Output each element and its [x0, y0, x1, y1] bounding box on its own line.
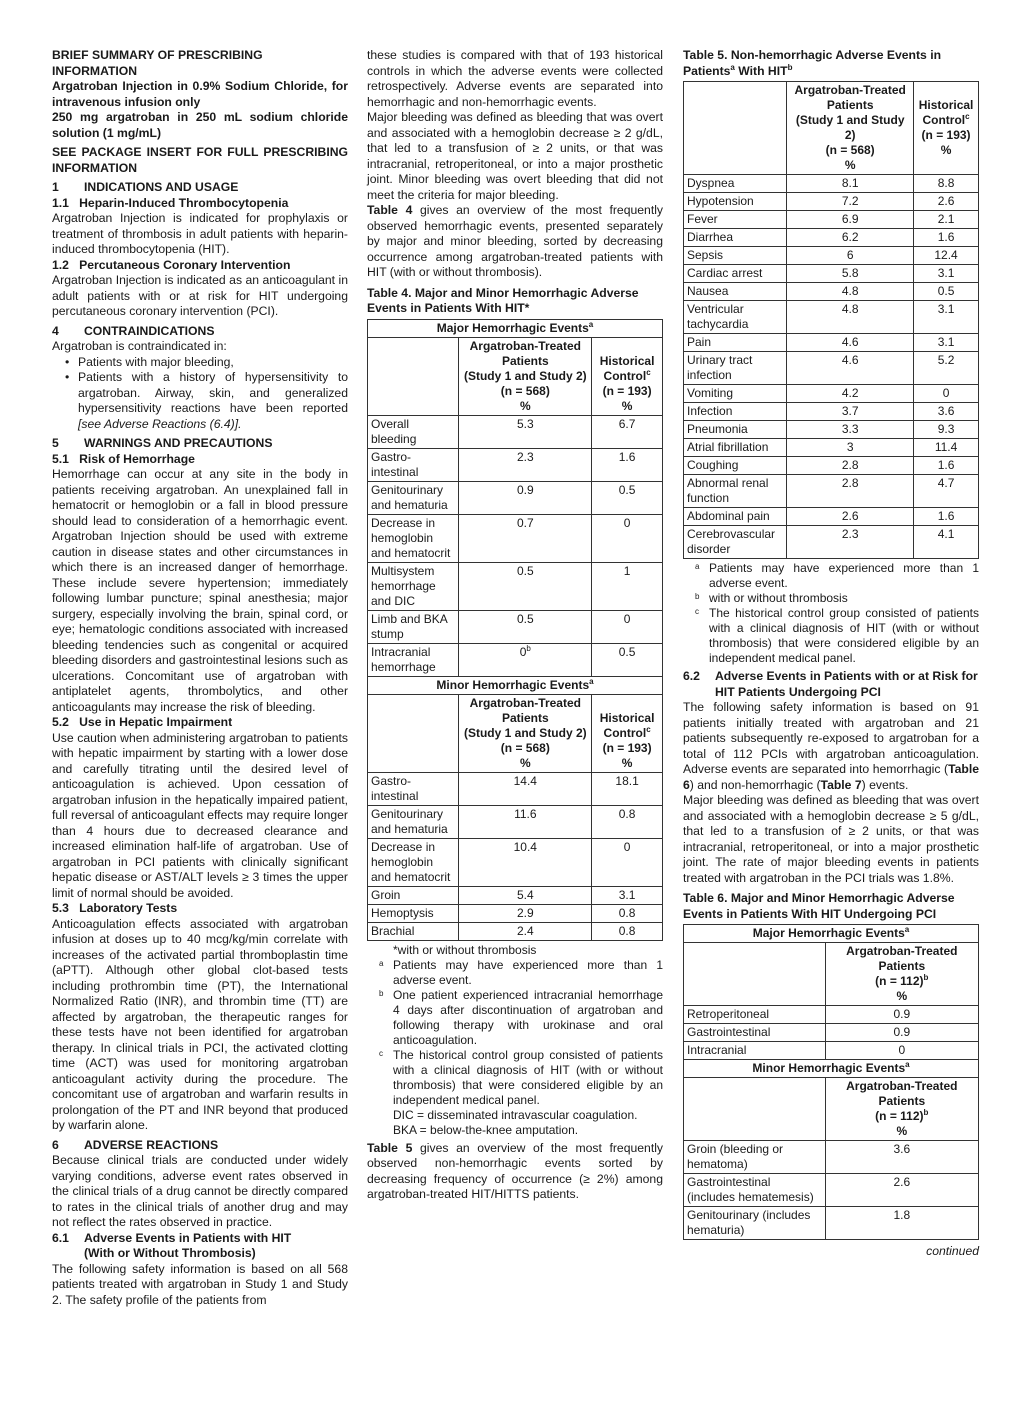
table-row: Coughing 2.8 1.6 [684, 457, 979, 475]
table-4-minor-header: Minor Hemorrhagic Events$^a$ [368, 676, 663, 694]
table-4 [367, 319, 663, 941]
table-6-column-headers [684, 943, 979, 1006]
table-4-column-headers [368, 694, 663, 772]
table-row: Hypotension 7.2 2.6 [684, 193, 979, 211]
argatroban-column-header: Argatroban-Treated Patients (Study 1 and Study 2) (n = 568) % [459, 694, 592, 772]
continued-label: continued [926, 1244, 979, 1258]
footnote-c: c The historical control group consisted of patients with a clinical diagnosis of HIT (with or without thrombosis) that were considered eligible by an independent medical panel. [379, 1047, 663, 1107]
table-5 [683, 81, 979, 559]
table-row: Dyspnea 8.1 8.8 [684, 175, 979, 193]
footnote-a: a Patients may have experienced more than 1 adverse event. [695, 561, 979, 590]
table-row: Urinary tract infection 4.6 5.2 [684, 352, 979, 385]
table-row: Groin 5.4 3.1 [368, 886, 663, 904]
section-6-1-heading: 6.1 Adverse Events in Patients with HIT [52, 1230, 292, 1245]
table-row: Pneumonia 3.3 9.3 [684, 421, 979, 439]
section-5-2-text: Use caution when administering argatroban to patients with hepatic impairment by starting with a lower dose and carefully titrating until the desired level of anticoagulation is achieved. Upon cessation of argatroban infusion in the hepatically impaired patient, full reversal of anticoagulant effects may require longer than 4 hours due to decreased clearance and increased elimination half-life of argatroban. Use of argatroban in PCI patients with clinically significant hepatic disease or AST/ALT levels ≥ 3 times the upper limit of normal should be avoided. [52, 730, 348, 900]
historical-column-header: Historical Control$^c$ (n = 193) % [592, 337, 663, 415]
section-1-1-text: Argatroban Injection is indicated for prophylaxis or treatment of thrombosis in adult patients with heparin-induced thrombocytopenia (HIT). [52, 211, 348, 256]
section-4-heading: 4 CONTRAINDICATIONS [52, 323, 215, 338]
argatroban-column-header: Argatroban-Treated Patients (Study 1 and Study 2) (n = 568) % [787, 82, 914, 175]
table-row: Overall bleeding 5.3 6.7 [368, 415, 663, 448]
table-row: Decrease in hemoglobin and hematocrit 0.7 0 [368, 514, 663, 562]
section-1-1-heading: 1.1 Heparin-Induced Thrombocytopenia [52, 195, 289, 210]
section-4-text: Argatroban is contraindicated in: [52, 339, 227, 353]
table-row: Atrial fibrillation 3 11.4 [684, 439, 979, 457]
section-6-heading: 6 ADVERSE REACTIONS [52, 1137, 219, 1152]
table-row: Abdominal pain 2.6 1.6 [684, 508, 979, 526]
column-3 [683, 48, 979, 1260]
table-row: Cardiac arrest 5.8 3.1 [684, 265, 979, 283]
paragraph-table5-intro: Table 5 gives an overview of the most frequently observed non-hemorrhagic events sorted by decreasing frequency of occurrence (≥ 2%) among argatroban-treated HIT/HITTS patients. [367, 1140, 664, 1201]
paragraph-major-bleeding-definition: Major bleeding was defined as bleeding that was overt and associated with a hemoglobin decrease ≥ 2 g/dL, that led to a transfusion of ≥ 2 units, or that was intracranial, retroperitoneal, or into a major prosthetic joint. Minor bleeding was overt bleeding that did not meet the criteria for major bleeding. [367, 110, 663, 202]
footnote-a: a Patients may have experienced more than 1 adverse event. [379, 957, 663, 987]
table-row: Hemoptysis 2.9 0.8 [368, 904, 663, 922]
brief-summary-title: BRIEF SUMMARY OF PRESCRIBING INFORMATION [52, 48, 263, 78]
contraindication-item: • Patients with a history of hypersensitivity to argatroban. Airway, skin, and generalized hypersensitivity reactions have been reported [see Adverse Reactions (6.4)]. [78, 370, 348, 432]
table-4-column-headers [368, 337, 663, 415]
section-1-2-heading: 1.2 Percutaneous Coronary Intervention [52, 257, 291, 272]
table-row: Gastro-intestinal 14.4 18.1 [368, 772, 663, 805]
table-row: Decrease in hemoglobin and hematocrit 10.4 0 [368, 838, 663, 886]
section-5-1-text: Hemorrhage can occur at any site in the body in patients receiving argatroban. An unexplained fall in hematocrit or hemoglobin or a fall in blood pressure should lead to consideration of a hemorrhagic event. Argatroban Injection should be used with extreme caution in disease states and other circumstances in which there is an increased danger of hemorrhage. These include severe hypertension; immediately following lumbar puncture; spinal anesthesia; major surgery, especially involving the brain, spinal cord, or eye; hematologic conditions associated with increased bleeding tendencies such as congenital or acquired bleeding disorders and gastrointestinal lesions such as ulcerations. Concomitant use of argatroban with antiplatelet agents, thrombolytics, and other anticoagulants may increase the risk of bleeding. [52, 467, 348, 714]
section-6-1-heading-cont: (With or Without Thrombosis) [84, 1246, 256, 1260]
table-row: Gastro-intestinal 2.3 1.6 [368, 448, 663, 481]
table-row: Retroperitoneal 0.9 [684, 1006, 979, 1024]
see-package-insert: SEE PACKAGE INSERT FOR FULL PRESCRIBING INFORMATION [52, 145, 348, 175]
paragraph-table4-intro: Table 4 gives an overview of the most frequently observed hemorrhagic events, presented separately by major and minor bleeding, sorted by decreasing occurrence among argatroban-treated patients with HIT (with or without thrombosis). [367, 203, 664, 279]
section-1-2-text: Argatroban Injection is indicated as an anticoagulant in adult patients with or at risk for HIT undergoing percutaneous coronary intervention (PCI). [52, 273, 348, 318]
section-6-1-text: The following safety information is based on all 568 patients treated with argatroban in Study 1 and Study 2. The safety profile of the patients from [52, 1261, 348, 1307]
section-6-2-text: The following safety information is based on 91 patients initially treated with argatroban and 21 patients subsequently re-exposed to argatroban for a total of 112 PCIs with argatroban anticoagulation. Adverse events are separated into hemorrhagic (Table 6) and non-hemorrhagic (Table 7) events. [683, 700, 979, 792]
footnote-c: c The historical control group consisted of patients with a clinical diagnosis of HIT (with or without thrombosis) that were considered eligible by an independent medical panel. [695, 606, 979, 665]
section-6-2-heading: 6.2 Adverse Events in Patients with or at Risk for HIT Patients Undergoing PCI [683, 669, 978, 699]
footnote-dic: DIC = disseminated intravascular coagulation. [393, 1107, 638, 1122]
section-6-text: Because clinical trials are conducted under widely varying conditions, adverse event rates observed in the clinical trials of a drug cannot be directly compared to rates in the clinical trials of another drug and may not reflect the rates observed in practice. [52, 1153, 348, 1229]
footnote-b: b One patient experienced intracranial hemorrhage 4 days after discontinuation of argatroban and following therapy with urokinase and oral anticoagulation. [379, 987, 663, 1047]
table-row: Intracranial 0 [684, 1042, 979, 1060]
table-row: Genitourinary (includes hematuria) 1.8 [684, 1207, 979, 1240]
table-row: Infection 3.7 3.6 [684, 403, 979, 421]
paragraph-historical-controls: these studies is compared with that of 193 historical controls in which the adverse events were collected retrospectively. Adverse events are separated into hemorrhagic and non-hemorrhagic events. [367, 48, 663, 109]
section-5-3-text: Anticoagulation effects associated with argatroban infusion at doses up to 40 mcg/kg/min correlate with increases of the activated partial thromboplastin time (aPTT). Although other global clot-based tests including prothrombin time (PT), the International Normalized Ratio (INR), and thrombin time (TT) are affected by argatroban, the therapeutic ranges for these tests have not been identified for argatroban therapy. In clinical trials in PCI, the activated clotting time (ACT) was used for monitoring argatroban anticoagulant activity during the procedure. The concomitant use of argatroban and warfarin results in prolongation of the PT and INR beyond that produced by warfarin alone. [52, 916, 348, 1132]
table-6-reference: Table 6 [683, 762, 979, 792]
table-5-reference: Table 5 [367, 1140, 413, 1155]
table-4-reference: Table 4 [367, 203, 413, 217]
footnote-b: b with or without thrombosis [695, 591, 848, 605]
historical-column-header: Historical Control$^c$ (n = 193) % [592, 694, 663, 772]
table-6-minor-header: Minor Hemorrhagic Events$^a$ [684, 1060, 979, 1078]
table-row: Ventricular tachycardia 4.8 3.1 [684, 301, 979, 334]
table-row: Groin (bleeding or hematoma) 3.6 [684, 1141, 979, 1174]
table-row: Abnormal renal function 2.8 4.7 [684, 475, 979, 508]
table-row: Gastrointestinal 0.9 [684, 1024, 979, 1042]
table-6-caption: Table 6. Major and Minor Hemorrhagic Adverse Events in Patients With HIT Undergoing PCI [683, 891, 955, 921]
table-row: Gastrointestinal (includes hematemesis) 2.6 [684, 1174, 979, 1207]
section-5-3-heading: 5.3 Laboratory Tests [52, 901, 178, 915]
table-row: Multisystem hemorrhage and DIC 0.5 1 [368, 562, 663, 610]
footnote-star: *with or without thrombosis [393, 942, 537, 957]
table-4-major-header: Major Hemorrhagic Events$^a$ [368, 319, 663, 337]
table-row: Limb and BKA stump 0.5 0 [368, 610, 663, 643]
column-2 [367, 48, 663, 1203]
table-row: Brachial 2.4 0.8 [368, 922, 663, 940]
table-row: Genitourinary and hematuria 0.9 0.5 [368, 481, 663, 514]
argatroban-column-header: Argatroban-Treated Patients (Study 1 and Study 2) (n = 568) % [459, 337, 592, 415]
table-6-column-headers [684, 1078, 979, 1141]
section-6-2-text-2: Major bleeding was defined as bleeding that was overt and associated with a hemoglobin decrease ≥ 5 g/dL, that led to a transfusion of ≥ 2 units, or that was intracranial, retroperitoneal, or into a major prosthetic joint. The rate of major bleeding events in patients treated with argatroban in the PCI trials was 1.8%. [683, 793, 979, 885]
table-5-column-headers [684, 82, 979, 175]
table-row: Pain 4.6 3.1 [684, 334, 979, 352]
footnote-bka: BKA = below-the-knee amputation. [393, 1122, 579, 1137]
table-4-caption: Table 4. Major and Minor Hemorrhagic Adverse Events in Patients With HIT* [367, 285, 639, 315]
section-5-2-heading: 5.2 Use in Hepatic Impairment [52, 715, 233, 729]
argatroban-column-header: Argatroban-Treated Patients (n = 112)$^b$ % [825, 943, 978, 1006]
table-5-caption: Table 5. Non-hemorrhagic Adverse Events in Patients$^a$ With HIT$^b$ [683, 48, 942, 78]
table-row: Fever 6.9 2.1 [684, 211, 979, 229]
table-row: Diarrhea 6.2 1.6 [684, 229, 979, 247]
section-5-heading: 5 WARNINGS AND PRECAUTIONS [52, 436, 273, 450]
argatroban-column-header: Argatroban-Treated Patients (n = 112)$^b$ % [825, 1078, 978, 1141]
table-row: Genitourinary and hematuria 11.6 0.8 [368, 805, 663, 838]
section-5-1-heading: 5.1 Risk of Hemorrhage [52, 451, 195, 466]
column-1 [52, 48, 348, 1308]
product-strength: 250 mg argatroban in 250 mL sodium chloride solution (1 mg/mL) [52, 110, 348, 140]
table-7-reference: Table 7 [820, 777, 862, 792]
table-6-major-header: Major Hemorrhagic Events$^a$ [684, 925, 979, 943]
contraindication-item: • Patients with major bleeding, [78, 355, 348, 371]
cross-reference: [see Adverse Reactions (6.4)]. [78, 416, 242, 431]
historical-column-header: Historical Control$^c$ (n = 193) % [914, 82, 979, 175]
table-row: Vomiting 4.2 0 [684, 385, 979, 403]
table-row: Cerebrovascular disorder 2.3 4.1 [684, 526, 979, 559]
table-row: Intracranial hemorrhage 0$^b$ 0.5 [368, 643, 663, 676]
contraindications-list [52, 355, 348, 433]
table-row: Nausea 4.8 0.5 [684, 283, 979, 301]
product-name: Argatroban Injection in 0.9% Sodium Chloride, for intravenous infusion only [52, 79, 348, 109]
table-6 [683, 924, 979, 1240]
section-1-heading: 1 INDICATIONS AND USAGE [52, 180, 239, 194]
table-row: Sepsis 6 12.4 [684, 247, 979, 265]
